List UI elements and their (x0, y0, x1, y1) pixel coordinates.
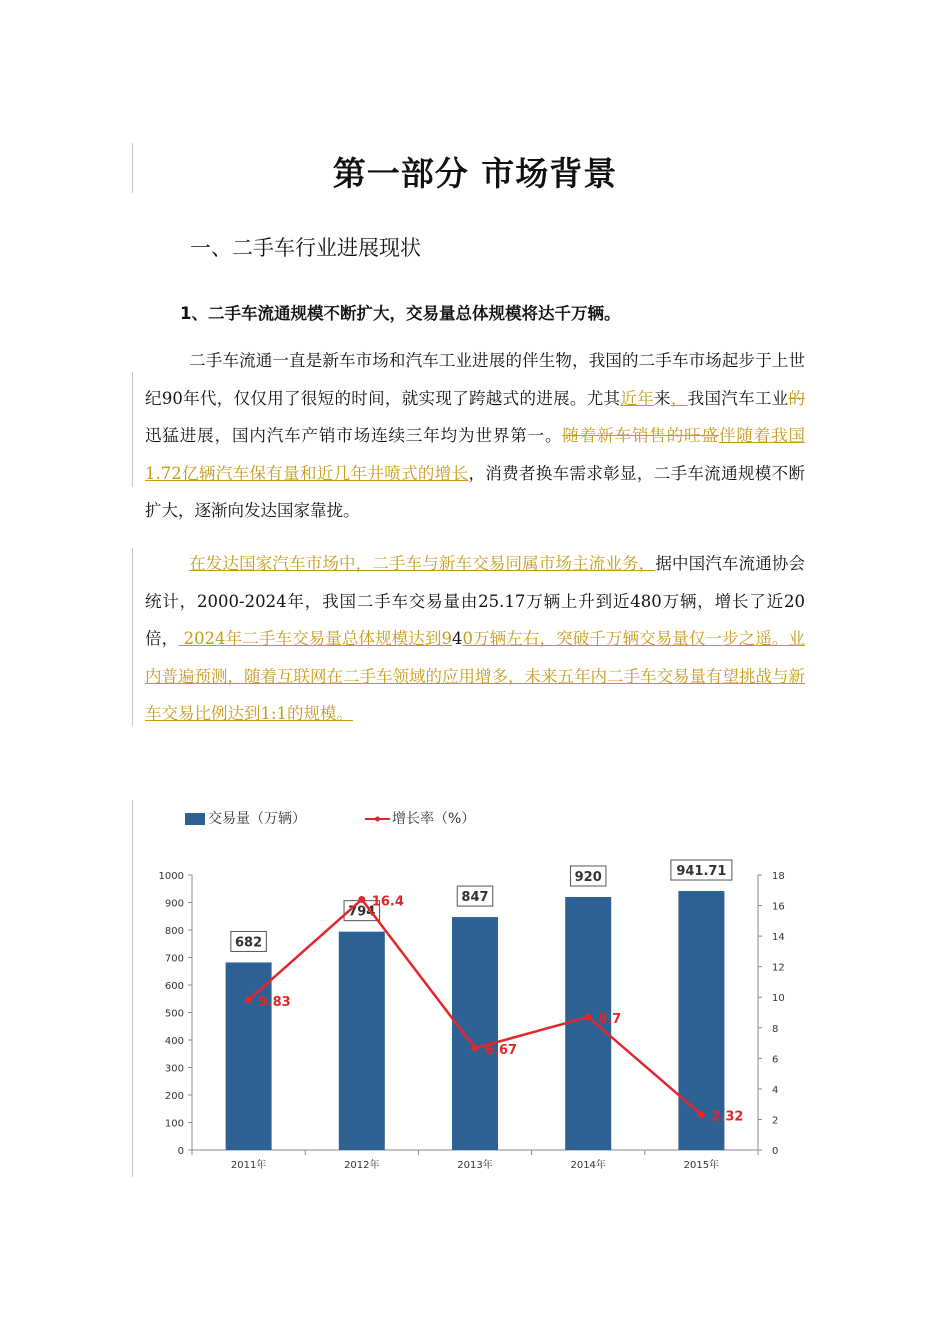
y-left-tick-label: 600 (164, 981, 184, 992)
bar-2011年 (226, 962, 272, 1150)
y-left-tick-label: 300 (164, 1063, 184, 1075)
bar-2013年 (452, 917, 498, 1150)
bar-value-label: 682 (235, 935, 263, 951)
legend-line-label: 增长率（%） (392, 811, 476, 827)
growth-rate-label: 9.83 (258, 994, 291, 1010)
change-bar-chart (132, 800, 133, 1177)
change-bar-para2 (132, 548, 133, 726)
x-tick-label: 2012年 (344, 1160, 380, 1171)
subsection-heading: 1、二手车流通规模不断扩大，交易量总体规模将达千万辆。 (180, 304, 621, 323)
growth-rate-point (358, 896, 365, 903)
growth-rate-point (245, 996, 252, 1003)
growth-rate-point (698, 1111, 705, 1118)
inserted-text: ， (670, 388, 688, 408)
text-run: 我国汽车工业 (687, 388, 789, 408)
y-right-tick-label: 0 (772, 1146, 779, 1157)
legend-bar-swatch (185, 813, 205, 825)
bar-2012年 (339, 932, 385, 1150)
text-run: ，消费者换车需求彰显，二手车流通规模不断扩大，逐渐向发达国家靠拢。 (145, 463, 806, 520)
y-right-tick-label: 8 (772, 1023, 779, 1035)
text-run: 二手车流通一直是新车市场和汽车工业进展的伴生物，我国的二手车市场起步于上世纪90年代，仅仅用了很短的时间，就实现了跨越式的进展。尤其 (145, 351, 805, 408)
y-left-tick-label: 1000 (158, 871, 184, 882)
y-left-tick-label: 400 (164, 1036, 184, 1047)
inserted-text: 0万辆左右，突破千万辆交易量仅一步之遥。业内普遍预测，随着互联网在二手车领域的应用增多，未来五年内二手车交易量有望挑战与新车交易比例达到1:1的规模。 (145, 629, 806, 723)
inserted-text: 伴随着我国1.72亿辆汽车保有量和近几年井喷式的增长 (145, 426, 806, 483)
deleted-text: 随着新车销售的旺盛 (562, 426, 719, 445)
y-left-tick-label: 800 (164, 926, 184, 937)
growth-rate-label: 2.32 (711, 1109, 744, 1125)
x-tick-label: 2014年 (570, 1160, 606, 1171)
bar-value-label: 920 (574, 870, 602, 885)
y-right-tick-label: 12 (772, 962, 785, 974)
y-left-tick-label: 100 (164, 1118, 184, 1130)
growth-rate-label: 16.4 (371, 894, 404, 910)
inserted-text: 2024年二手车交易量总体规模达到9 (178, 629, 452, 648)
growth-rate-label: 8.7 (598, 1012, 622, 1028)
y-right-tick-label: 10 (772, 993, 785, 1005)
change-bar-para1 (132, 372, 133, 487)
y-right-tick-label: 18 (772, 871, 785, 882)
section-heading: 一、二手车行业进展现状 (190, 236, 421, 260)
inserted-text: 近年 (620, 388, 654, 408)
y-left-tick-label: 0 (177, 1146, 184, 1157)
legend-bar-label: 交易量（万辆） (208, 811, 306, 827)
growth-rate-label: 6.67 (485, 1043, 518, 1059)
y-left-tick-label: 200 (164, 1091, 184, 1102)
text-run: 来 (653, 388, 671, 408)
deleted-text: 的 (788, 388, 806, 408)
y-right-tick-label: 6 (772, 1054, 779, 1066)
growth-rate-point (585, 1014, 592, 1021)
text-run: 迅猛进展，国内汽车产销市场连续三年均为世界第一。 (145, 426, 563, 445)
x-tick-label: 2015年 (683, 1160, 720, 1171)
x-tick-label: 2013年 (457, 1160, 493, 1171)
legend-line-marker (375, 817, 380, 822)
bar-value-label: 941.71 (676, 864, 727, 880)
y-left-tick-label: 900 (164, 898, 184, 910)
y-right-tick-label: 16 (772, 901, 785, 913)
page-title: 第一部分 市场背景 (332, 154, 618, 193)
trade-volume-chart (140, 795, 820, 1180)
inserted-text: 在发达国家汽车市场中，二手车与新车交易同属市场主流业务， (189, 554, 656, 573)
bar-value-label: 847 (461, 890, 489, 906)
paragraph-1 (145, 342, 805, 530)
text-run: 4 (451, 629, 463, 648)
y-right-tick-label: 2 (772, 1115, 779, 1127)
x-tick-label: 2011年 (230, 1160, 267, 1171)
bar-value-label: 794 (348, 904, 376, 920)
text-run: 据中国汽车流通协会统计，2000-2024年，我国二手车交易量由25.17万辆上升到近480万辆，增长了近20倍， (145, 554, 806, 648)
paragraph-2 (145, 545, 805, 733)
chart-svg (140, 795, 820, 1180)
y-right-tick-label: 14 (772, 932, 785, 944)
y-left-tick-label: 700 (164, 953, 184, 965)
growth-rate-point (472, 1045, 479, 1052)
y-left-tick-label: 500 (164, 1008, 184, 1020)
y-right-tick-label: 4 (772, 1084, 779, 1096)
